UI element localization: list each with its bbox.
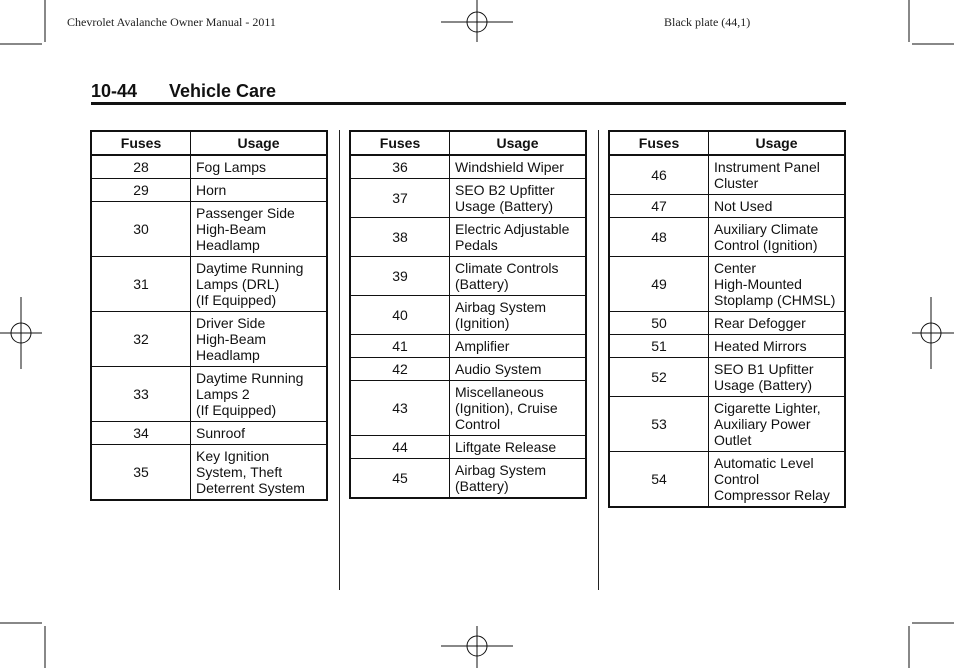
fuse-usage: Automatic Level Control Compressor Relay (709, 452, 846, 508)
fuse-usage: Auxiliary Climate Control (Ignition) (709, 218, 846, 257)
fuse-usage: Driver Side High-Beam Headlamp (191, 312, 328, 367)
table-row (350, 179, 586, 218)
table-row (91, 257, 327, 312)
fuse-number: 46 (609, 155, 709, 195)
table-header-row (609, 131, 845, 155)
header-usage: Usage (450, 131, 587, 155)
running-header-title: Chevrolet Avalanche Owner Manual - 2011 (67, 15, 276, 29)
fuse-usage: Heated Mirrors (709, 335, 846, 358)
fuse-number: 40 (350, 296, 450, 335)
fuse-number: 37 (350, 179, 450, 218)
page-number: 10-44 (91, 81, 138, 101)
fuse-usage: Horn (191, 179, 328, 202)
fuse-number: 47 (609, 195, 709, 218)
table-row (350, 436, 586, 459)
table-row (91, 422, 327, 445)
fuse-number: 44 (350, 436, 450, 459)
fuse-number: 31 (91, 257, 191, 312)
fuse-number: 48 (609, 218, 709, 257)
fuse-usage: Climate Controls (Battery) (450, 257, 587, 296)
fuse-number: 34 (91, 422, 191, 445)
table-header-row (91, 131, 327, 155)
fuse-number: 32 (91, 312, 191, 367)
table-row (91, 202, 327, 257)
fuse-usage: Rear Defogger (709, 312, 846, 335)
fuse-number: 28 (91, 155, 191, 179)
table-row (609, 312, 845, 335)
fuse-usage: Key Ignition System, Theft Deterrent System (191, 445, 328, 501)
table-row (350, 155, 586, 179)
fuse-usage: Electric Adjustable Pedals (450, 218, 587, 257)
fuse-usage: Cigarette Lighter, Auxiliary Power Outlet (709, 397, 846, 452)
fuse-number: 51 (609, 335, 709, 358)
running-header-plate: Black plate (44,1) (664, 15, 751, 29)
fuse-number: 30 (91, 202, 191, 257)
fuse-number: 54 (609, 452, 709, 508)
fuse-usage: Airbag System (Battery) (450, 459, 587, 499)
column-divider (598, 130, 599, 590)
table-row (609, 452, 845, 508)
table-header-row (350, 131, 586, 155)
fuse-number: 42 (350, 358, 450, 381)
fuse-usage: Daytime Running Lamps (DRL) (If Equipped) (191, 257, 328, 312)
table-row (350, 296, 586, 335)
fuse-number: 36 (350, 155, 450, 179)
table-row (350, 358, 586, 381)
fuse-usage: Center High-Mounted Stoplamp (CHMSL) (709, 257, 846, 312)
fuse-usage: Daytime Running Lamps 2 (If Equipped) (191, 367, 328, 422)
table-row (609, 257, 845, 312)
fuse-usage: Miscellaneous (Ignition), Cruise Control (450, 381, 587, 436)
fuse-usage: Passenger Side High-Beam Headlamp (191, 202, 328, 257)
header-fuses: Fuses (609, 131, 709, 155)
fuse-number: 41 (350, 335, 450, 358)
fuse-number: 53 (609, 397, 709, 452)
table-row (91, 155, 327, 179)
section-title: Vehicle Care (169, 81, 277, 101)
fuse-table-1 (90, 130, 328, 501)
fuse-number: 39 (350, 257, 450, 296)
fuse-number: 33 (91, 367, 191, 422)
table-row (609, 218, 845, 257)
fuse-usage: Audio System (450, 358, 587, 381)
table-row (350, 218, 586, 257)
table-row (609, 335, 845, 358)
fuse-usage: Fog Lamps (191, 155, 328, 179)
table-row (350, 335, 586, 358)
table-row (609, 397, 845, 452)
fuse-usage: Windshield Wiper (450, 155, 587, 179)
header-fuses: Fuses (91, 131, 191, 155)
table-row (609, 195, 845, 218)
fuse-number: 43 (350, 381, 450, 436)
fuse-number: 50 (609, 312, 709, 335)
fuse-number: 38 (350, 218, 450, 257)
fuse-number: 35 (91, 445, 191, 501)
table-row (91, 445, 327, 501)
fuse-usage: Sunroof (191, 422, 328, 445)
table-row (91, 179, 327, 202)
header-fuses: Fuses (350, 131, 450, 155)
fuse-number: 29 (91, 179, 191, 202)
fuse-usage: Amplifier (450, 335, 587, 358)
fuse-usage: SEO B2 Upfitter Usage (Battery) (450, 179, 587, 218)
section-rule (91, 102, 846, 105)
fuse-usage: Liftgate Release (450, 436, 587, 459)
table-row (609, 358, 845, 397)
table-row (609, 155, 845, 195)
fuse-table-3 (608, 130, 846, 508)
fuse-usage: Airbag System (Ignition) (450, 296, 587, 335)
fuse-number: 49 (609, 257, 709, 312)
fuse-table-2 (349, 130, 587, 499)
header-usage: Usage (709, 131, 846, 155)
table-row (91, 312, 327, 367)
table-row (91, 367, 327, 422)
section-heading (91, 81, 276, 102)
header-usage: Usage (191, 131, 328, 155)
table-row (350, 381, 586, 436)
fuse-number: 45 (350, 459, 450, 499)
table-row (350, 459, 586, 499)
fuse-usage: Instrument Panel Cluster (709, 155, 846, 195)
fuse-number: 52 (609, 358, 709, 397)
fuse-usage: Not Used (709, 195, 846, 218)
column-divider (339, 130, 340, 590)
fuse-usage: SEO B1 Upfitter Usage (Battery) (709, 358, 846, 397)
table-row (350, 257, 586, 296)
